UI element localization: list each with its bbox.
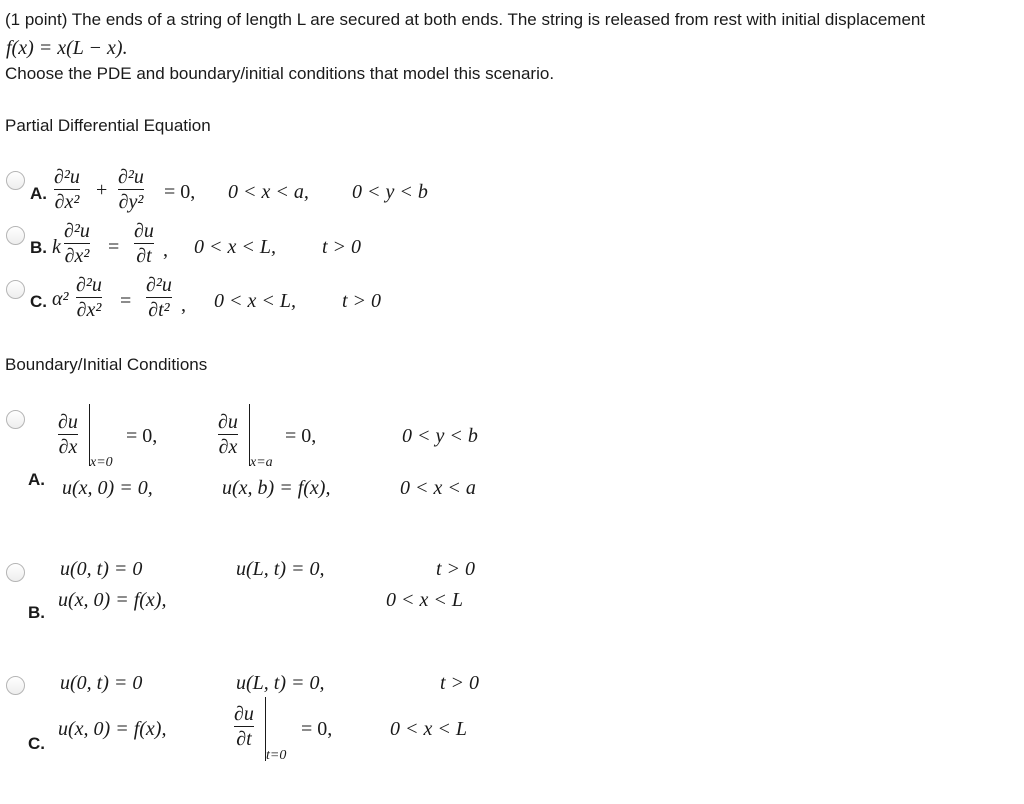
pde-a-term1 xyxy=(54,166,80,213)
bc-c-domain-t: t > 0 xyxy=(440,672,480,694)
bc-c-cond-3: u(x, 0) = f(x), xyxy=(58,718,167,740)
denominator: ∂t xyxy=(236,728,252,750)
pde-c-coef: α² xyxy=(52,288,69,310)
pde-c-term2 xyxy=(146,274,172,321)
denominator: ∂x² xyxy=(64,245,90,267)
bc-a-eval-xa: x=a xyxy=(250,455,273,470)
bc-b-cond-1: u(0, t) = 0 xyxy=(60,558,143,580)
question-text: The ends of a string of length L are secured at both ends. The string is released from rest with initial displacement xyxy=(71,10,926,29)
bc-a-eval-x0: x=0 xyxy=(90,455,113,470)
numerator: ∂u xyxy=(58,411,78,433)
bc-a-derivative-xa xyxy=(218,411,238,458)
pde-a-operator: + xyxy=(96,179,108,201)
pde-b-term2 xyxy=(134,220,154,267)
pde-b-term1 xyxy=(64,220,90,267)
bc-c-derivative-t0 xyxy=(234,703,254,750)
bc-a-domain-x: 0 < x < a xyxy=(400,477,476,499)
pde-c-rhs: , xyxy=(181,294,186,316)
bc-b-cond-3: u(x, 0) = f(x), xyxy=(58,589,167,611)
pde-option-label: A. xyxy=(30,184,47,203)
bc-option-label: C. xyxy=(28,734,45,753)
bc-b-domain-t: t > 0 xyxy=(436,558,476,580)
denominator: ∂y² xyxy=(118,191,144,213)
bc-a-rhs-1: = 0, xyxy=(126,425,158,447)
initial-displacement-fn: f(x) = x(L − x). xyxy=(6,37,128,59)
bc-heading: Boundary/Initial Conditions xyxy=(5,355,208,374)
pde-b-coef: k xyxy=(52,236,61,258)
pde-b-operator: = xyxy=(108,236,120,258)
pde-radio-a[interactable] xyxy=(6,171,25,190)
denominator: ∂x xyxy=(218,436,238,458)
question-line-1 xyxy=(5,10,925,30)
bc-a-cond-2: u(x, b) = f(x), xyxy=(222,477,331,499)
bc-a-domain-y: 0 < y < b xyxy=(402,425,478,447)
numerator: ∂²u xyxy=(146,274,172,296)
pde-b-rhs: , xyxy=(163,239,168,261)
bc-a-rhs-2: = 0, xyxy=(285,425,317,447)
pde-heading: Partial Differential Equation xyxy=(5,116,211,135)
pde-c-domain-t: t > 0 xyxy=(342,290,382,312)
pde-radio-c[interactable] xyxy=(6,280,25,299)
numerator: ∂²u xyxy=(54,166,80,188)
numerator: ∂²u xyxy=(64,220,90,242)
bc-radio-a[interactable] xyxy=(6,410,25,429)
bc-a-derivative-x0 xyxy=(58,411,78,458)
pde-b-domain-x: 0 < x < L, xyxy=(194,236,276,258)
numerator: ∂²u xyxy=(76,274,102,296)
pde-a-rhs: = 0, xyxy=(164,181,196,203)
bc-c-cond-1: u(0, t) = 0 xyxy=(60,672,143,694)
bc-c-rhs: = 0, xyxy=(301,718,333,740)
numerator: ∂u xyxy=(134,220,154,242)
bc-b-cond-2: u(L, t) = 0, xyxy=(236,558,325,580)
bc-b-domain-x: 0 < x < L xyxy=(386,589,463,611)
bc-radio-c[interactable] xyxy=(6,676,25,695)
pde-c-domain-x: 0 < x < L, xyxy=(214,290,296,312)
pde-c-operator: = xyxy=(120,290,132,312)
denominator: ∂t xyxy=(136,245,152,267)
pde-a-term2 xyxy=(118,166,144,213)
denominator: ∂t² xyxy=(148,299,170,321)
points-label: (1 point) xyxy=(5,10,68,29)
pde-a-domain-x: 0 < x < a, xyxy=(228,181,309,203)
pde-option-label: B. xyxy=(30,238,47,257)
bc-option-label: A. xyxy=(28,470,45,489)
denominator: ∂x² xyxy=(54,191,80,213)
bc-c-eval-t0: t=0 xyxy=(266,748,287,763)
question-instruction: Choose the PDE and boundary/initial conditions that model this scenario. xyxy=(5,64,555,83)
pde-b-domain-t: t > 0 xyxy=(322,236,362,258)
denominator: ∂x² xyxy=(76,299,102,321)
pde-a-domain-y: 0 < y < b xyxy=(352,181,428,203)
pde-option-label: C. xyxy=(30,292,47,311)
bc-c-cond-2: u(L, t) = 0, xyxy=(236,672,325,694)
bc-c-domain-x: 0 < x < L xyxy=(390,718,467,740)
pde-c-term1 xyxy=(76,274,102,321)
bc-a-cond-1: u(x, 0) = 0, xyxy=(62,477,153,499)
numerator: ∂²u xyxy=(118,166,144,188)
bc-option-label: B. xyxy=(28,603,45,622)
bc-radio-b[interactable] xyxy=(6,563,25,582)
numerator: ∂u xyxy=(234,703,254,725)
numerator: ∂u xyxy=(218,411,238,433)
denominator: ∂x xyxy=(58,436,78,458)
pde-radio-b[interactable] xyxy=(6,226,25,245)
